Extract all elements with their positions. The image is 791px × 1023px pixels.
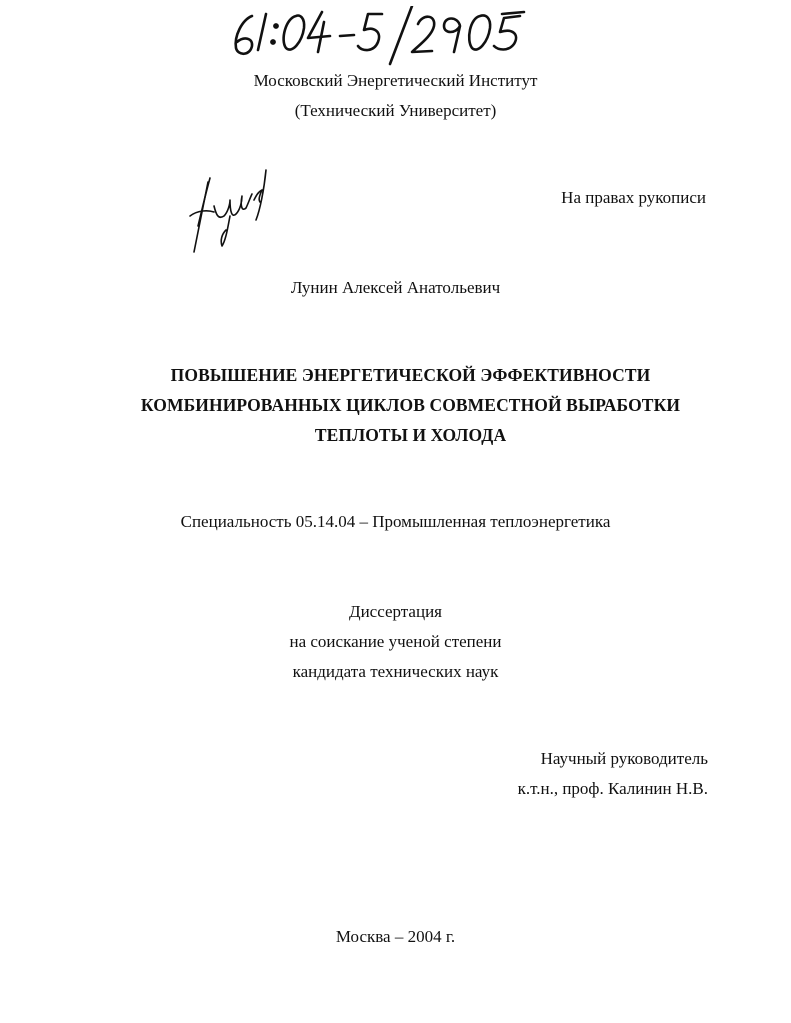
specialty-line: Специальность 05.14.04 – Промышленная теплоэнергетика xyxy=(180,512,611,531)
handwritten-archive-code xyxy=(222,6,532,66)
thesis-title-line-3: ТЕПЛОТЫ И ХОЛОДА xyxy=(314,425,507,445)
supervisor-label: Научный руководитель xyxy=(540,749,708,768)
degree-purpose: на соискание ученой степени xyxy=(289,632,502,651)
supervisor-name: к.т.н., проф. Калинин Н.В. xyxy=(517,779,708,798)
thesis-title-line-1: ПОВЫШЕНИЕ ЭНЕРГЕТИЧЕСКОЙ ЭФФЕКТИВНОСТИ xyxy=(170,365,651,385)
dissertation-label: Диссертация xyxy=(348,602,442,621)
city-year: Москва – 2004 г. xyxy=(335,927,456,946)
degree-name: кандидата технических наук xyxy=(292,662,499,681)
thesis-title-line-2: КОМБИНИРОВАННЫХ ЦИКЛОВ СОВМЕСТНОЙ ВЫРАБОТКИ xyxy=(140,395,681,415)
manuscript-rights-note: На правах рукописи xyxy=(561,188,706,207)
author-signature xyxy=(186,160,276,260)
university-subtitle: (Технический Университет) xyxy=(294,101,497,120)
institute-name: Московский Энергетический Институт xyxy=(253,71,538,90)
author-name: Лунин Алексей Анатольевич xyxy=(290,278,501,297)
